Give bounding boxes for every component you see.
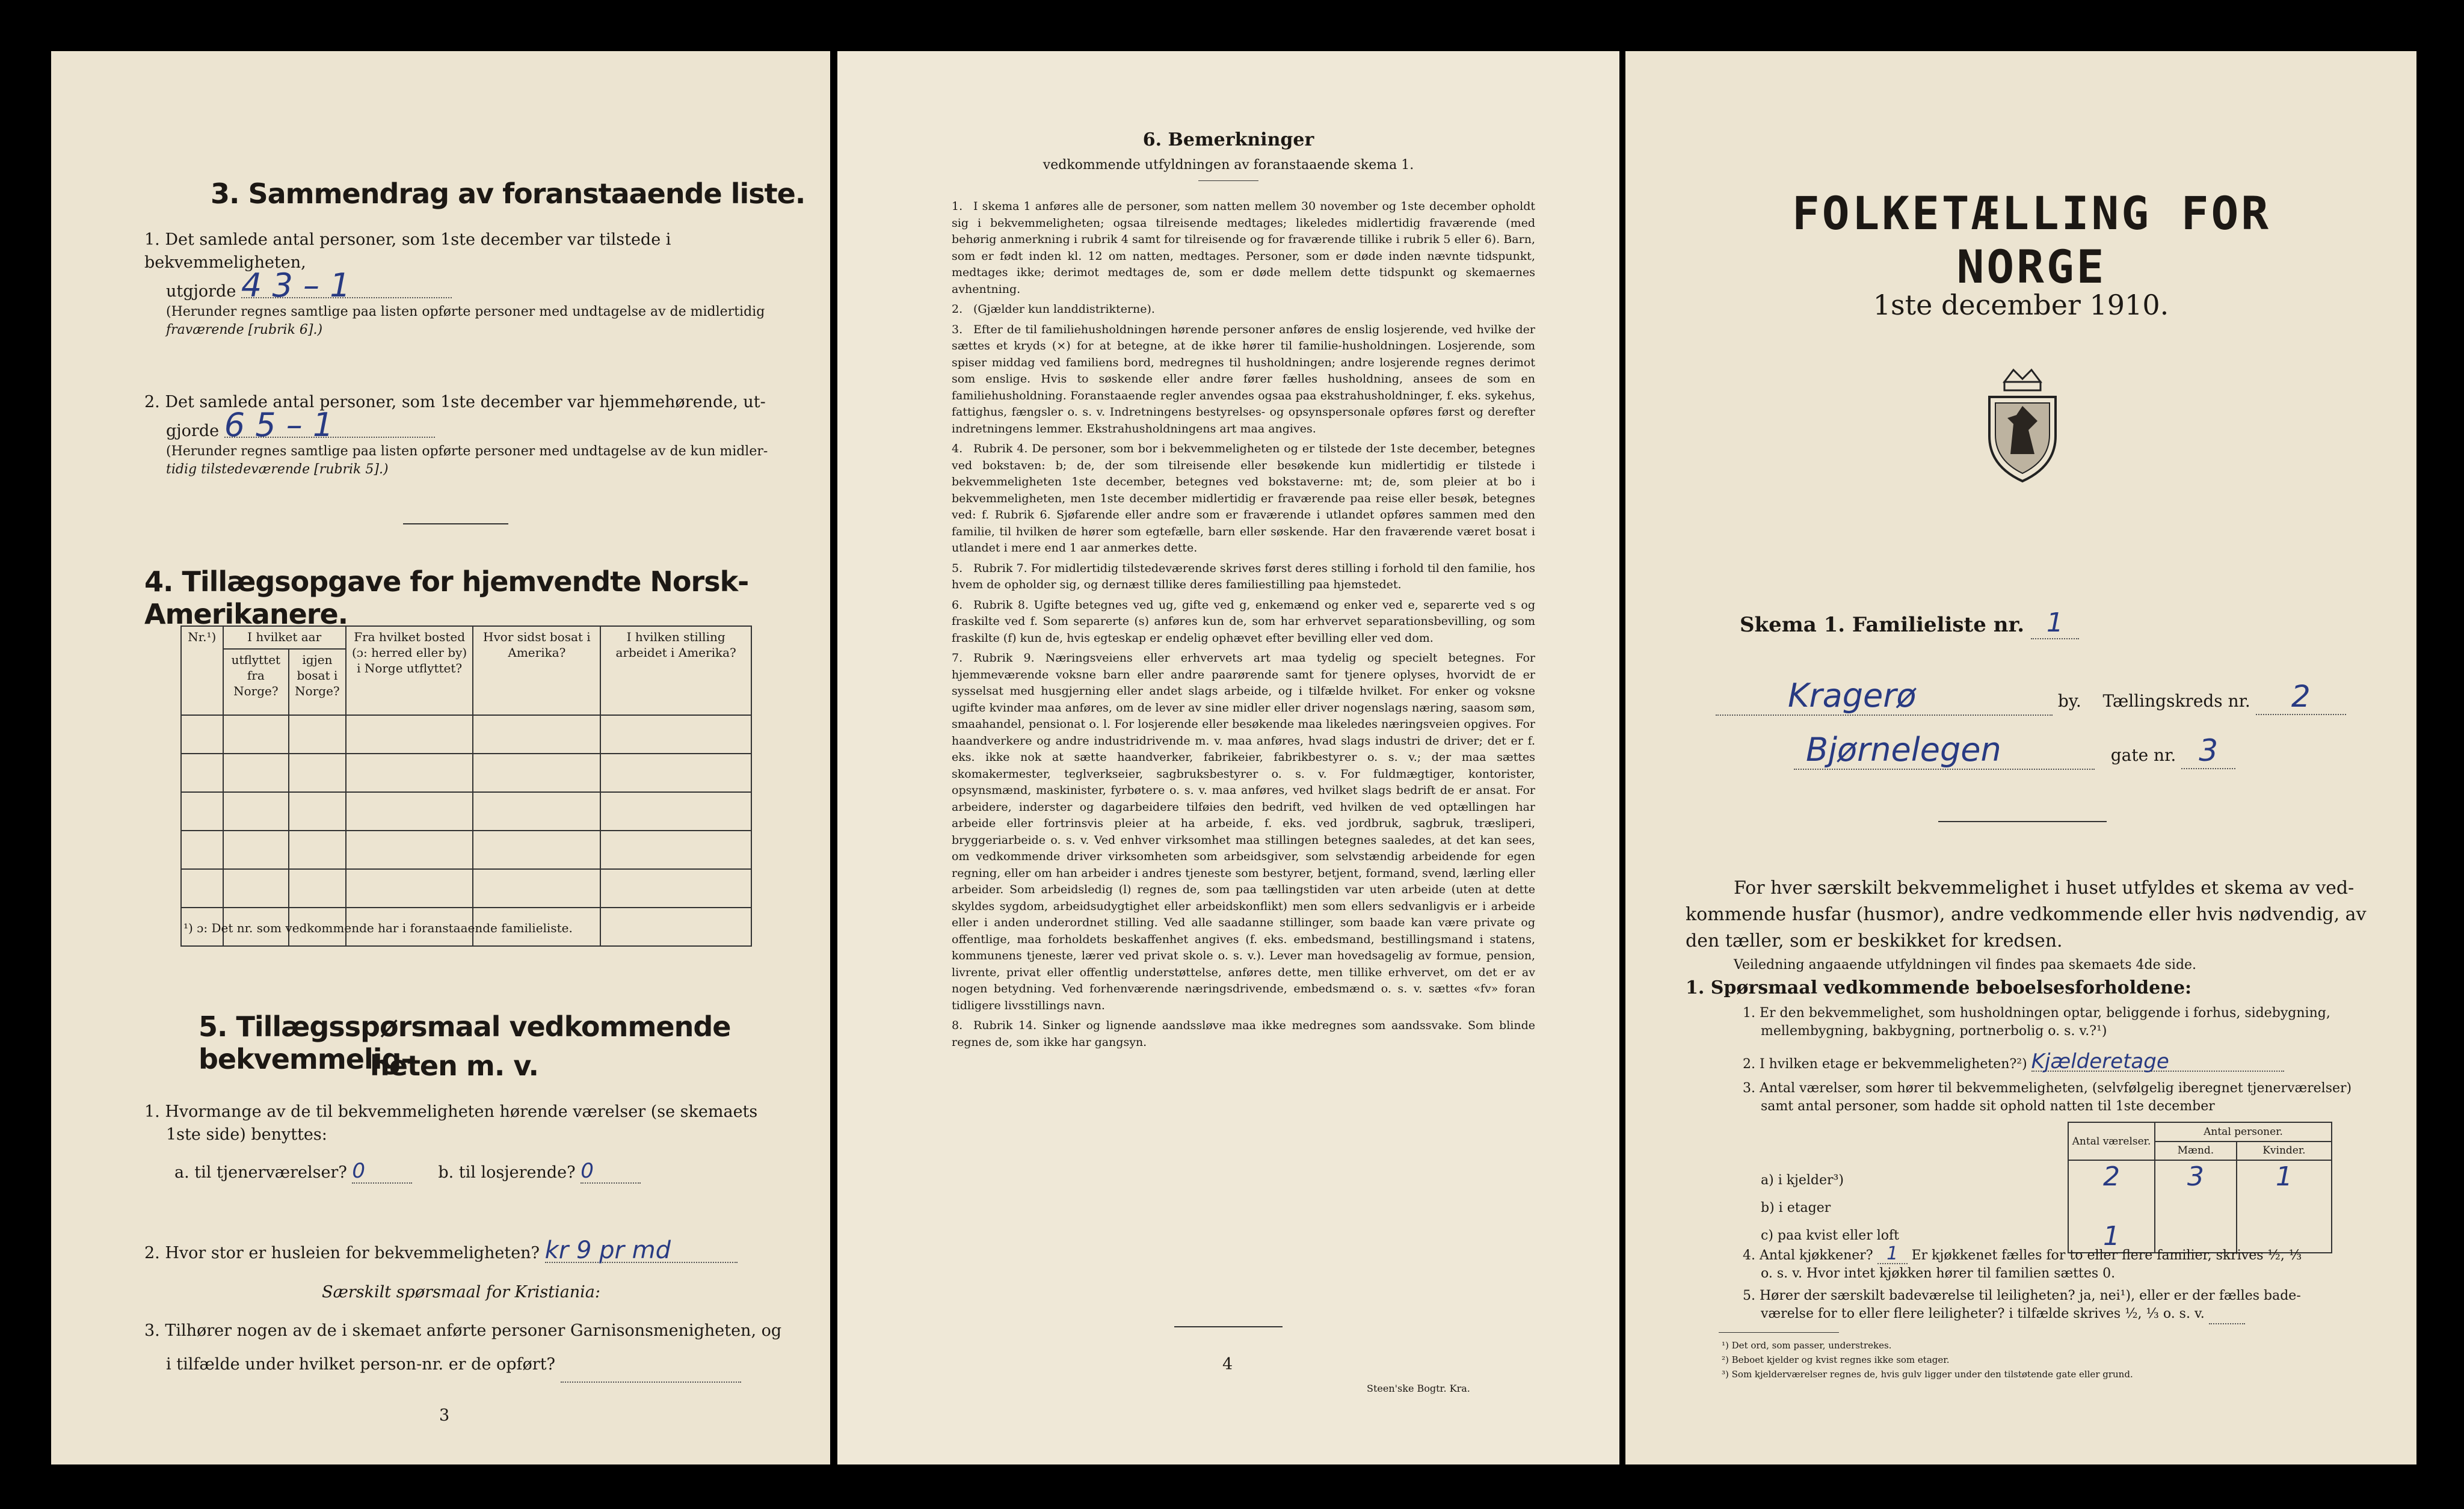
- divider: [1198, 180, 1258, 181]
- s5-item-1-text-b: 1ste side) benyttes:: [166, 1125, 327, 1144]
- s5-servant-rooms-label: a. til tjenerværelser?: [174, 1163, 347, 1182]
- col-returned: igjen bosat i Norge?: [289, 649, 346, 715]
- table-row: [181, 715, 751, 754]
- col-nr: Nr.¹): [181, 626, 223, 715]
- rooms-table: [2068, 1122, 2332, 1253]
- s5-item-2: [144, 1239, 818, 1265]
- divider: [1719, 1332, 1839, 1333]
- table-row: [181, 869, 751, 908]
- footnote-1: ¹) Det ord, som passer, understrekes.: [1722, 1340, 1892, 1351]
- remark-item: 7. Rubrik 9. Næringsveiens eller erhvervets art maa tydelig og specielt betegnes. For hjemmeværende voksne barn eller andre paarørende samt for tjenere oplyses, hvorvidt de er sysselsat med husgjerning eller andet slags arbeide, og i tilfælde hvilket. For enker og voksne ugifte kvinder maa anføres, om de lever av sine midler eller driver nogenslags næring, saasom søm, smaahandel, pensionat o. l. For losjerende eller besøkende maa likeledes næringsveien opgives. For haandverkere og andre industridrivende m. v. maa anføres, hvad slags industri de driver; det er f. eks. ikke nok at sætte haandverker, fabrikeier, fabrikbestyrer o. s. v.; der maa sættes skomakermester, teglverkseier, sagbruksbestyrer o. s. v. For fuldmægtiger, kontorister, opsynsmænd, maskinister, fyrbøtere o. s. v. maa anføres, ved hvilket slags bedrift de er ansat. For arbeidere, inderster og dagarbeidere tilføies den bedrift, ved hvilken de ved optællingen har arbeide eller fortrinsvis pleier at ha arbeide, f. eks. ved jordbruk, sagbruk, træsliperi, bryggeriarbeide o. s. v. Ved enhver virksomhet maa stillingen betegnes saaledes, at det kan sees, om vedkommende driver virksomheten som arbeidsgiver, som selvstændig arbeidende for egen regning, eller om han arbeider i andres tjeneste som bestyrer, betjent, formand, svend, lærling eller arbeider. Som arbeidsledig (l) regnes de, som paa tællingstiden var uten arbeide (uten at dette skyldes sygdom, arbeidsudygtighet eller arbeidskonflikt) men som ellers sedvanligvis er i arbeide eller i anden underordnet stilling. Ved alle saadanne stillinger, som baade kan være private og offentlige, maa forholdets beskaffenhet angives (f. eks. embedsmand, bestillingsmand i statens, kommunens tjeneste, lærer ved privat skole o. s. v.). Lever man hovedsagelig av formue, pension, livrente, privat eller offentlig understøttelse, anføres dette, men tillike erhvervet, om det er av nogen betydning. Ved forhenværende næringsdrivende, embedsmænd o. s. v. sættes «fv» foran tidligere livsstillings navn.: [952, 651, 1535, 1012]
- norway-coat-of-arms-icon: [1980, 364, 2065, 484]
- col-from-where: Fra hvilket bosted (ɔ: herred eller by) i Norge utflyttet?: [346, 626, 473, 715]
- s5-item-1-text: 1. Hvormange av de til bekvemmeligheten hørende værelser (se skemaets: [144, 1102, 758, 1121]
- question-3: 3. Antal værelser, som hører til bekvemmeligheten, (selvfølgelig iberegnet tjenerværelser) samt antal personer, som hadde sit ophold natten til 1ste december: [1743, 1081, 2352, 1114]
- s4-footnote: ¹) ɔ: Det nr. som vedkommende har i foranstaaende familieliste.: [183, 921, 573, 935]
- remarks-subtitle: vedkommende utfyldningen av foranstaaende skema 1.: [1043, 158, 1414, 173]
- col-position: I hvilken stilling arbeidet i Amerika?: [600, 626, 751, 715]
- remark-item: 1. I skema 1 anføres alle de personer, som natten mellem 30 november og 1ste december opholdt sig i bekvemmeligheten; ogsaa tilreisende medtages; likeledes midlertidig fraværende (med behørig anmerkning i rubrik 4 samt for tilreisende og for fraværende tillike i rubrik 5 eller 6). Barn, som er født inden kl. 12 om natten, medtages. Personer, som er døde inden nævnte tidspunkt, medtages ikke; derimot medtages de, som er døde mellem dette tidspunkt og skemaernes avhentning.: [952, 200, 1535, 296]
- s3-item-1-note: (Herunder regnes samtlige paa listen opførte personer med undtagelse av de midlertidig: [166, 304, 765, 319]
- remark-item: 2. (Gjælder kun landdistrikterne).: [952, 303, 1155, 316]
- s5-item-3-text: 3. Tilhører nogen av de i skemaet anførte personer Garnisonsmenigheten, og: [144, 1321, 782, 1340]
- section-5-title: 5. Tillægsspørsmaal vedkommende bekvemmelig-: [199, 1010, 731, 1075]
- city-value: Kragerø: [1716, 677, 2053, 716]
- street-value: Bjørnelegen: [1794, 731, 2095, 770]
- kvist-rooms: 1: [2068, 1220, 2155, 1253]
- s5-servant-rooms-value: 0: [352, 1160, 412, 1184]
- street-label: gate nr.: [2110, 745, 2176, 765]
- section-4-title: 4. Tillægsopgave for hjemvendte Norsk-Amerikanere.: [144, 565, 749, 630]
- kitchens-value: 1: [1877, 1245, 1908, 1264]
- row-label-kjelder: a) i kjelder³): [1761, 1173, 1844, 1188]
- remark-item: 3. Efter de til familiehusholdningen hørende personer anføres de enslig losjerende, ved hvilke der sættes et kryds (×) for at betegne, at de ikke hører til familie-husholdningen. Losjerende, som spiser middag ved familiens bord, medregnes til husholdningen; andre losjerende regnes derimot som enslige. Hvis to søskende eller andre fører fælles husholdning, ansees de som en familiehusholdning. Foranstaaende regler anvendes ogsaa paa ekstrahusholdninger, f. eks. sykehus, fattighus, fængsler o. s. v. Indretningens bestyrelses- og opsynspersonale opføres først og derefter indretningens lemmer. Ekstrahusholdningens art maa angives.: [952, 322, 1535, 435]
- table-row: [181, 831, 751, 869]
- table-row: [2068, 1160, 2332, 1193]
- form-title: FOLKETÆLLING FOR NORGE: [1791, 186, 2272, 294]
- s3-item-1-label: utgjorde: [166, 282, 236, 301]
- footnote-2: ²) Beboet kjelder og kvist regnes ikke som etager.: [1722, 1354, 1950, 1365]
- street-nr-value: 3: [2181, 733, 2235, 769]
- divider: [1174, 1326, 1283, 1327]
- street-line: [1794, 731, 2383, 770]
- table-row: [181, 792, 751, 831]
- col-where-last: Hvor sidst bosat i Amerika?: [473, 626, 600, 715]
- rooms-labels: [1761, 1167, 1899, 1250]
- page-number: 4: [1222, 1355, 1233, 1374]
- s5-lodgers-label: b. til losjerende?: [438, 1163, 576, 1182]
- remarks-title: 6. Bemerkninger: [1142, 129, 1314, 150]
- question-2: 2. I hvilken etage er bekvemmeligheten?²) Kjælderetage: [1743, 1053, 2392, 1074]
- norsk-amerikanere-table: [180, 625, 752, 947]
- divider: [1938, 821, 2107, 822]
- question-5: 5. Hører der særskilt badeværelse til leiligheten? ja, nei¹), eller er der fælles bade- værelse for to eller flere leiligheter? i tilfælde skrives ½, ⅓ o. s. v.: [1743, 1287, 2392, 1324]
- kjelder-rooms: 2: [2068, 1160, 2155, 1193]
- s5-special: Særskilt spørsmaal for Kristiania:: [322, 1283, 600, 1302]
- col-men: Mænd.: [2155, 1142, 2237, 1160]
- section-3-title: 3. Sammendrag av foranstaaende liste.: [211, 177, 805, 210]
- col-year-group: I hvilket aar: [223, 626, 346, 649]
- s3-item-2-label: gjorde: [166, 422, 220, 440]
- district-value: 2: [2256, 679, 2346, 715]
- page-3: [51, 51, 830, 1464]
- row-label-kvist: c) paa kvist eller loft: [1761, 1228, 1900, 1243]
- s3-item-2-text: 2. Det samlede antal personer, som 1ste december var hjemmehørende, ut-: [144, 393, 766, 411]
- question-1: 1. Er den bekvemmelighet, som husholdningen optar, beliggende i forhus, sidebygning, mellembygning, bakbygning, portnerbolig o. s. v.?¹): [1743, 1006, 2330, 1039]
- page-4: [837, 51, 1619, 1464]
- s5-item-3: [144, 1314, 818, 1383]
- col-emigrated: utflyttet fra Norge?: [223, 649, 289, 715]
- schema-label: Skema 1. Familieliste nr.: [1740, 613, 2025, 637]
- footnotes: [1722, 1338, 2133, 1381]
- s3-item-1-handwritten: 4 3 – 1: [241, 274, 452, 298]
- etage-value: Kjælderetage: [2031, 1053, 2284, 1072]
- remark-item: 4. Rubrik 4. De personer, som bor i bekvemmeligheten og er tilstede der 1ste december, betegnes ved bokstaven: b; de, der som tilreisende eller besøkende kun midlertidig er tilstede i bekvemmeligheten 1ste december, betegnes ved bokstaverne: mt; de, som pleier at bo i bekvemmeligheten, men 1ste december midlertidig er fraværende paa reise eller besøk, betegnes ved: f. Rubrik 6. Sjøfarende eller andre som er fraværende i utlandet opføres sammen med den familie, til hvilken de hører som egtefælle, barn eller søskende. Har den fraværende været bosat i utlandet i mere end 1 aar anmerkes dette.: [952, 442, 1535, 555]
- table-row: [2068, 1193, 2332, 1220]
- remarks-list: [952, 198, 1535, 1401]
- footnote-3: ³) Som kjelderværelser regnes de, hvis gulv ligger under den tilstøtende gate eller grund.: [1722, 1369, 2133, 1380]
- page-1: [1625, 51, 2416, 1464]
- s3-item-2-note: (Herunder regnes samtlige paa listen opførte personer med undtagelse av de kun midler-: [166, 444, 768, 459]
- s5-item-2-text: 2. Hvor stor er husleien for bekvemmeligheten?: [144, 1244, 540, 1262]
- question-4: 4. Antal kjøkkener? 1 Er kjøkkenet fælles for to eller flere familier, skrives ½, ⅓ o. s. v. Hvor intet kjøkken hører til familien sættes 0.: [1743, 1243, 2302, 1281]
- intro-text: For hver særskilt bekvemmelighet i huset utfyldes et skema av ved- kommende husfar (husmor), andre vedkommende eller hvis nødvendig, av den tæller, som er beskikket for kredsen.: [1686, 877, 2367, 951]
- familieliste-nr: 1: [2031, 607, 2079, 639]
- col-rooms: Antal værelser.: [2068, 1122, 2155, 1160]
- col-women: Kvinder.: [2237, 1142, 2332, 1160]
- s5-rent-value: kr 9 pr md: [545, 1239, 738, 1263]
- s3-item-2-handwritten: 6 5 – 1: [224, 414, 435, 438]
- guide-text: Veiledning angaaende utfyldningen vil findes paa skemaets 4de side.: [1734, 957, 2197, 973]
- s3-item-1-note-b: fraværende [rubrik 6].): [166, 322, 323, 337]
- schema-line: [1740, 607, 2079, 639]
- kjelder-women: 1: [2275, 1161, 2293, 1192]
- remark-item: 5. Rubrik 7. For midlertidig tilstedeværende skrives først deres stilling i forhold til den familie, hos hvem de opholder sig, og dernæst tillike deres familiestilling paa hjemstedet.: [952, 561, 1535, 591]
- row-label-etager: b) i etager: [1761, 1200, 1831, 1215]
- s5-item-3-blank: [561, 1348, 741, 1383]
- district-label: Tællingskreds nr.: [2102, 691, 2250, 711]
- city-line: [1716, 677, 2377, 716]
- s3-item-1-text: 1. Det samlede antal personer, som 1ste december var tilstede i bekvemmeligheten,: [144, 230, 671, 272]
- page-number: 3: [439, 1406, 450, 1425]
- s5-item-1: [144, 1101, 818, 1184]
- s3-item-2-note-b: tidig tilstedeværende [rubrik 5].): [166, 462, 389, 477]
- kjelder-men: 3: [2155, 1160, 2237, 1193]
- s3-item-1: [144, 229, 818, 339]
- remark-item: 6. Rubrik 8. Ugifte betegnes ved ug, gifte ved g, enkemænd og enker ved e, separerte ved s og fraskilte ved f. Som separerte (s) anføres kun de, som har erhvervet separationsbevilling, og som fraskilte (f) kun de, hvis egteskap er endelig ophævet efter bevilling eller ved dom.: [952, 598, 1535, 645]
- city-label: by.: [2057, 691, 2081, 711]
- section-5-title-b: heten m. v.: [370, 1050, 539, 1082]
- remark-item: 8. Rubrik 14. Sinker og lignende aandssløve maa ikke medregnes som aandssvake. Som blinde regnes de, som ikke har gangsyn.: [952, 1019, 1535, 1049]
- printer-mark: Steen'ske Bogtr. Kra.: [1367, 1383, 1470, 1394]
- census-date: 1ste december 1910.: [1873, 289, 2169, 321]
- s3-item-2: [144, 391, 818, 479]
- s5-lodgers-value: 0: [581, 1160, 641, 1184]
- col-persons: Antal personer.: [2155, 1122, 2332, 1142]
- table-row: [181, 754, 751, 792]
- s5-item-3-text-b: i tilfælde under hvilket person-nr. er de opført?: [166, 1355, 556, 1374]
- divider: [403, 523, 508, 524]
- questions-title: 1. Spørsmaal vedkommende beboelsesforholdene:: [1686, 977, 2192, 998]
